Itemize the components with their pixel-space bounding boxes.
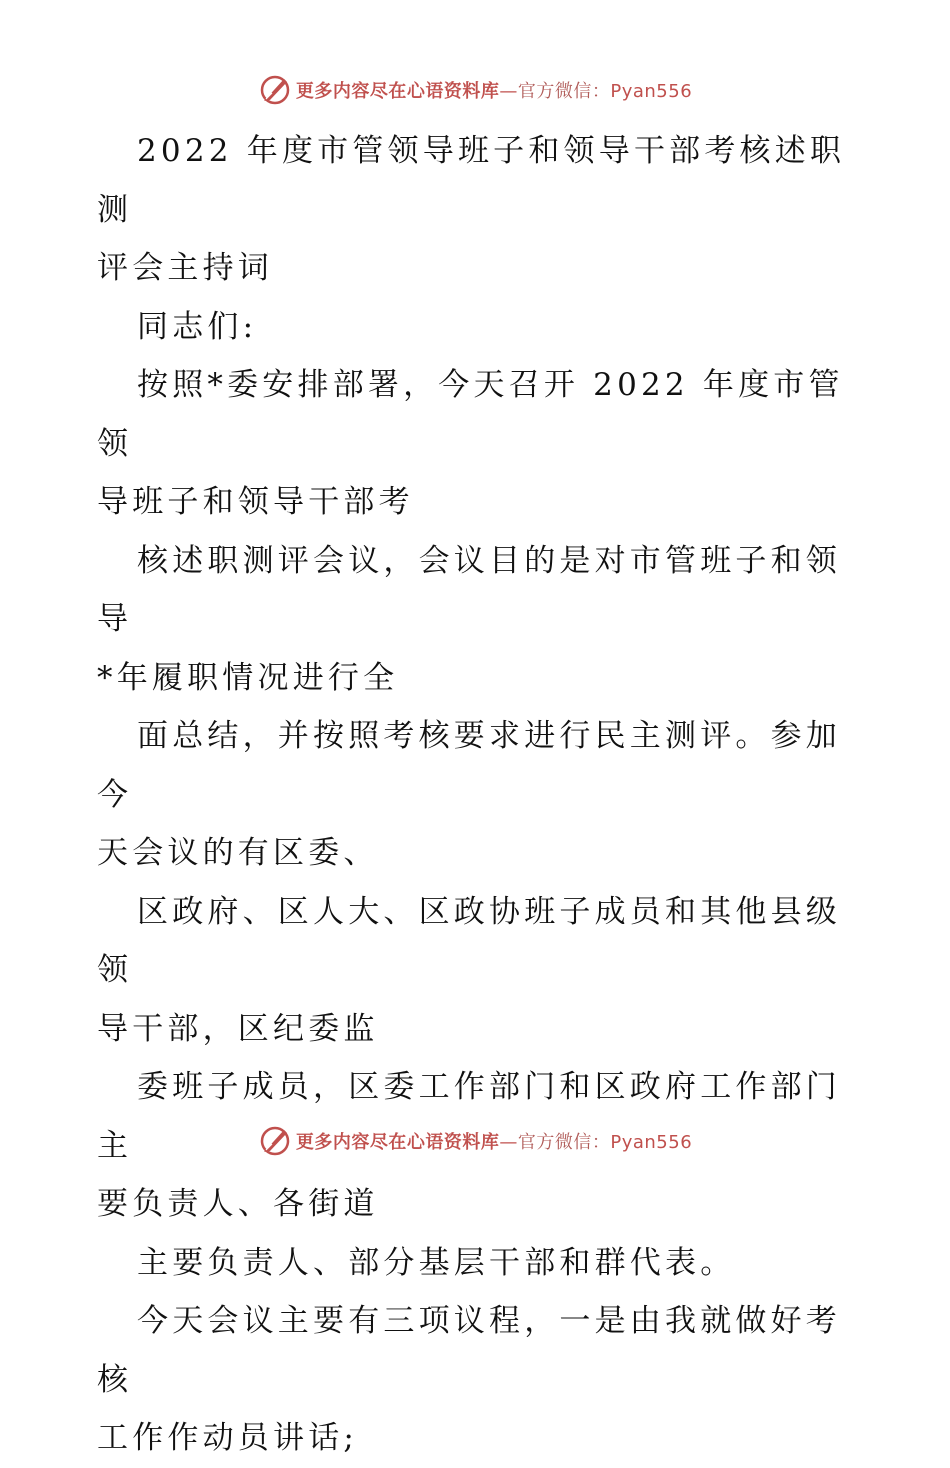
watermark-wechat-label: 官方微信： xyxy=(517,1132,611,1153)
watermark-text xyxy=(296,1128,692,1154)
paragraph-line: 要负责人、各街道 xyxy=(97,1186,379,1222)
watermark-dash: — xyxy=(499,1132,518,1153)
quill-pen-icon xyxy=(258,73,292,107)
paragraph-line: 导班子和领导干部考 xyxy=(97,484,414,520)
watermark-dash: — xyxy=(499,81,518,102)
watermark-text xyxy=(296,77,692,103)
paragraph-line: 按照*委安排部署，今天召开 2022 年度市管领 xyxy=(97,367,844,462)
paragraph xyxy=(97,1292,857,1468)
title-line-2: 评会主持词 xyxy=(97,250,273,286)
paragraph-line: 天会议的有区委、 xyxy=(97,835,379,871)
document-body xyxy=(97,122,857,1468)
paragraph-line: 核述职测评会议，会议目的是对市管班子和领导 xyxy=(97,542,841,637)
paragraph-line: 今天会议主要有三项议程，一是由我就做好考核 xyxy=(97,1303,841,1398)
paragraph-line: 工作作动员讲话; xyxy=(97,1420,359,1456)
paragraph xyxy=(97,356,857,532)
paragraph xyxy=(97,707,857,883)
paragraph xyxy=(97,532,857,708)
paragraph-line: 导干部，区纪委监 xyxy=(97,1010,379,1047)
paragraph-line: 面总结，并按照考核要求进行民主测评。参加今 xyxy=(97,718,841,813)
watermark-library: 更多内容尽在心语资料库 xyxy=(295,81,500,102)
title-line-1: 2022 年度市管领导班子和领导干部考核述职测 xyxy=(97,133,846,228)
watermark-header xyxy=(0,70,950,110)
paragraph-line: 区政府、区人大、区政协班子成员和其他县级领 xyxy=(97,893,841,988)
salutation: 同志们: xyxy=(137,308,258,345)
paragraph-line: 主要负责人、部分基层干部和群代表。 xyxy=(137,1244,736,1281)
quill-pen-icon xyxy=(258,1124,292,1158)
watermark-wechat-label: 官方微信： xyxy=(517,81,611,102)
document-title xyxy=(97,122,857,298)
paragraph xyxy=(97,883,857,1059)
paragraph-line: *年履职情况进行全 xyxy=(97,659,399,696)
paragraph-line: 委班子成员，区委工作部门和区政府工作部门主 xyxy=(97,1069,841,1164)
watermark-wechat-id: Pyan556 xyxy=(610,81,693,102)
watermark-wechat-id: Pyan556 xyxy=(610,1132,693,1153)
paragraph xyxy=(97,1234,857,1293)
watermark-library: 更多内容尽在心语资料库 xyxy=(295,1132,500,1153)
watermark-footer xyxy=(0,1121,950,1161)
